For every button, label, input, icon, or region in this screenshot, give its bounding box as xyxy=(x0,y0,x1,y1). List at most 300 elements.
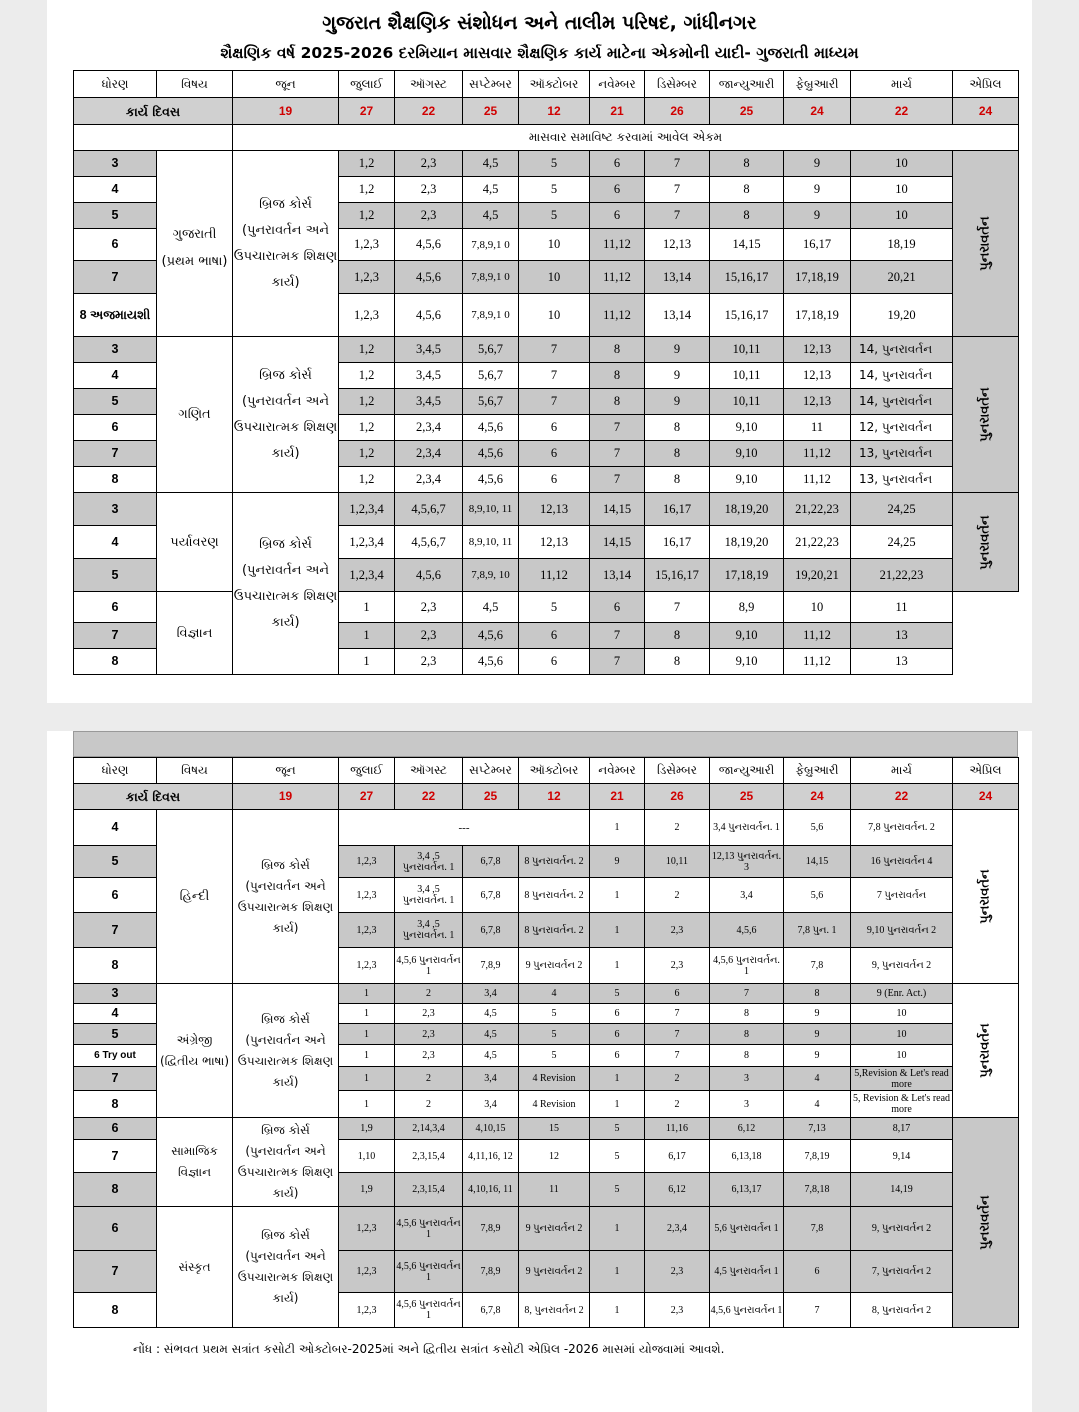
column-header: ડિસેમ્બર xyxy=(645,71,710,98)
workdays-value: 22 xyxy=(395,784,463,810)
unit-cell: 8 xyxy=(710,151,784,177)
unit-cell: 7 xyxy=(519,337,590,363)
unit-cell: 8 xyxy=(645,441,710,467)
unit-cell: 1,2 xyxy=(339,177,395,203)
std-cell: 3 xyxy=(74,337,157,363)
column-header: ડિસેમ્બર xyxy=(645,758,710,784)
subject-social-science: સામાજિક વિજ્ઞાન xyxy=(157,1118,233,1207)
unit-cell: 4,5 xyxy=(463,151,519,177)
subject-sanskrit: સંસ્કૃત xyxy=(157,1207,233,1328)
unit-cell: 4,5,6 xyxy=(395,261,463,294)
unit-cell: 9 xyxy=(784,1004,851,1024)
unit-cell: 11,12 xyxy=(519,559,590,592)
unit-cell: 3,4,5 xyxy=(395,389,463,415)
revision-label xyxy=(953,1118,1019,1328)
unit-cell: 10 xyxy=(851,1004,953,1024)
unit-cell: 4 Revision xyxy=(519,1091,590,1118)
unit-cell: 4,5,6 xyxy=(463,649,519,675)
std-cell: 3 xyxy=(74,151,157,177)
std-cell: 7 xyxy=(74,1140,157,1173)
table-row xyxy=(74,337,1019,363)
workdays-value: 25 xyxy=(710,784,784,810)
unit-cell: 9 xyxy=(645,337,710,363)
unit-cell: 3 xyxy=(710,1067,784,1091)
unit-cell: 4,5 xyxy=(463,1024,519,1045)
unit-cell: 10,11 xyxy=(645,846,710,878)
page-2 xyxy=(47,731,1032,1412)
std-cell: 6 xyxy=(74,229,157,261)
std-cell: 6 xyxy=(74,1118,157,1140)
revision-text: પુનરાવર્તન xyxy=(978,1195,993,1250)
unit-cell: 2,3,4 xyxy=(645,1207,710,1251)
unit-cell: 8 xyxy=(645,623,710,649)
column-header: વિષય xyxy=(157,758,233,784)
workdays-value: 24 xyxy=(784,784,851,810)
std-cell: 3 xyxy=(74,984,157,1004)
unit-cell: 3,4 xyxy=(710,878,784,913)
unit-cell: 6 xyxy=(519,623,590,649)
unit-cell: 7 xyxy=(645,1045,710,1067)
unit-cell: 5 xyxy=(519,1024,590,1045)
workdays-value: 27 xyxy=(339,98,395,125)
column-header: ધોરણ xyxy=(74,758,157,784)
column-header: એપ્રિલ xyxy=(953,758,1019,784)
unit-cell: 5 xyxy=(519,203,590,229)
unit-cell: 2,3 xyxy=(395,177,463,203)
unit-cell: 15 xyxy=(519,1118,590,1140)
unit-cell: 24,25 xyxy=(851,526,953,559)
unit-cell: 1,10 xyxy=(339,1140,395,1173)
unit-cell: 7,8 xyxy=(784,1207,851,1251)
std-cell: 4 xyxy=(74,177,157,203)
std-cell: 6 xyxy=(74,415,157,441)
unit-cell: 3,4,5 xyxy=(395,337,463,363)
revision-text: પુનરાવર્તન xyxy=(978,514,993,570)
unit-cell: 1,2,3 xyxy=(339,1251,395,1293)
unit-cell: 8 xyxy=(784,984,851,1004)
unit-cell: 5 xyxy=(590,1140,645,1173)
unit-cell: 11,16 xyxy=(645,1118,710,1140)
unit-cell: 13 xyxy=(851,649,953,675)
unit-cell: 2,3,4 xyxy=(395,441,463,467)
std-cell: 7 xyxy=(74,623,157,649)
unit-cell: 4,5,6 પુનરાવર્તન 1 xyxy=(395,1293,463,1328)
unit-cell: 1 xyxy=(339,1004,395,1024)
bridge-course-cell: બ્રિજ કોર્સ (પુનરાવર્તન અને ઉપચારાત્મક શિક્ષણ કાર્ય) xyxy=(233,337,339,493)
unit-cell: 2 xyxy=(395,984,463,1004)
std-cell: 4 xyxy=(74,1004,157,1024)
unit-cell: 10 xyxy=(519,261,590,294)
unit-cell: 3,4 પુનરાવર્તન. 1 xyxy=(710,810,784,846)
workdays-value: 21 xyxy=(590,784,645,810)
bridge-course-cell: બ્રિજ કોર્સ (પુનરાવર્તન અને ઉપચારાત્મક શિક્ષણ કાર્ય) xyxy=(233,984,339,1118)
workdays-value: 25 xyxy=(463,98,519,125)
unit-cell: 8 xyxy=(710,177,784,203)
unit-cell: 4,5,6 પુનરાવર્તન 1 xyxy=(395,948,463,984)
page-subtitle: શૈક્ષણિક વર્ષ 2025-2026 દરમિયાન માસવાર શૈક્ષણિક કાર્ય માટેના એકમોની યાદી- ગુજરાતી માધ્યમ xyxy=(220,44,859,62)
revision-label xyxy=(953,493,1019,592)
unit-cell: 6 xyxy=(519,415,590,441)
unit-cell: 7,8,9,1 0 xyxy=(463,261,519,294)
unit-cell: 21,22,23 xyxy=(784,493,851,526)
units-table-part-1 xyxy=(73,70,1019,675)
unit-cell: 7 xyxy=(645,177,710,203)
workdays-value: 25 xyxy=(463,784,519,810)
unit-cell: 11 xyxy=(851,592,953,623)
column-header: જુલાઈ xyxy=(339,71,395,98)
unit-cell: 5 xyxy=(519,1004,590,1024)
unit-cell: 18,19,20 xyxy=(710,493,784,526)
unit-cell: 8 xyxy=(710,1004,784,1024)
unit-cell: 14,15 xyxy=(590,493,645,526)
unit-cell: 11,12 xyxy=(590,229,645,261)
unit-cell: 4,5,6 xyxy=(710,913,784,948)
unit-cell: 8,9,10, 11 xyxy=(463,493,519,526)
unit-cell: 9,10 xyxy=(710,649,784,675)
column-header: માર્ચ xyxy=(851,71,953,98)
unit-cell: 7,8 પુન. 1 xyxy=(784,913,851,948)
std-cell: 5 xyxy=(74,203,157,229)
workdays-value: 21 xyxy=(590,98,645,125)
unit-cell: 8 પુનરાવર્તન. 2 xyxy=(519,878,590,913)
bridge-course-cell: બ્રિજ કોર્સ (પુનરાવર્તન અને ઉપચારાત્મક શિક્ષણ કાર્ય) xyxy=(233,1207,339,1328)
unit-cell: 4,5,6 પુનરાવર્તન 1 xyxy=(395,1207,463,1251)
unit-cell: 1,2,3 xyxy=(339,294,395,337)
unit-cell: 1,9 xyxy=(339,1173,395,1207)
unit-cell: 2,3 xyxy=(645,1293,710,1328)
unit-cell: 1 xyxy=(339,1091,395,1118)
unit-cell: 6,13,18 xyxy=(710,1140,784,1173)
table-row xyxy=(74,493,1019,526)
unit-cell: 3 xyxy=(710,1091,784,1118)
std-cell: 5 xyxy=(74,559,157,592)
unit-cell: 7 xyxy=(645,203,710,229)
std-cell: 8 xyxy=(74,467,157,493)
unit-cell: 21,22,23 xyxy=(784,526,851,559)
unit-cell: 4 xyxy=(519,984,590,1004)
subject-english: અંગ્રેજી (દ્વિતીય ભાષા) xyxy=(157,984,233,1118)
column-header: ઑગસ્ટ xyxy=(395,758,463,784)
unit-cell: 2 xyxy=(395,1091,463,1118)
workdays-value: 24 xyxy=(784,98,851,125)
unit-cell: 2,3 xyxy=(395,623,463,649)
unit-cell: 7,8,18 xyxy=(784,1173,851,1207)
unit-cell: 9,10 xyxy=(710,623,784,649)
unit-cell: 6,12 xyxy=(645,1173,710,1207)
unit-cell: 6,7,8 xyxy=(463,1293,519,1328)
std-cell: 5 xyxy=(74,1024,157,1045)
unit-cell: 4 xyxy=(784,1091,851,1118)
workdays-value: 24 xyxy=(953,98,1019,125)
std-cell: 8 xyxy=(74,948,157,984)
unit-cell: 9,10 પુનરાવર્તન 2 xyxy=(851,913,953,948)
unit-cell: 1 xyxy=(339,1067,395,1091)
column-header: એપ્રિલ xyxy=(953,71,1019,98)
std-cell: 8 xyxy=(74,1173,157,1207)
unit-cell: 1 xyxy=(590,1293,645,1328)
unit-cell: 2 xyxy=(645,1091,710,1118)
unit-cell: 8,17 xyxy=(851,1118,953,1140)
unit-cell: 1 xyxy=(339,1045,395,1067)
unit-cell: 10 xyxy=(519,229,590,261)
unit-cell: 4,10,16, 11 xyxy=(463,1173,519,1207)
unit-cell: 2,3 xyxy=(645,948,710,984)
unit-cell: 13,14 xyxy=(645,294,710,337)
column-header: જૂન xyxy=(233,71,339,98)
unit-cell: 7 xyxy=(710,984,784,1004)
unit-cell: 9 xyxy=(645,363,710,389)
unit-cell: 3,4,5 xyxy=(395,363,463,389)
unit-cell: 10 xyxy=(851,177,953,203)
unit-cell: 7 xyxy=(645,151,710,177)
unit-cell: 4,5,6 xyxy=(395,229,463,261)
unit-cell: 2,3 xyxy=(395,1024,463,1045)
unit-cell: 1,2 xyxy=(339,151,395,177)
unit-cell: 5,6,7 xyxy=(463,363,519,389)
unit-cell: 12,13 xyxy=(519,526,590,559)
unit-cell: 7,8,9,1 0 xyxy=(463,294,519,337)
unit-cell: 4,5,6 પુનરાવર્તન 1 xyxy=(395,1251,463,1293)
unit-cell: 7 xyxy=(645,592,710,623)
unit-cell: 2,3 xyxy=(645,913,710,948)
unit-cell: 6 xyxy=(590,1004,645,1024)
std-cell: 8 અજમાયશી xyxy=(74,294,157,337)
unit-cell: 5,6,7 xyxy=(463,389,519,415)
table-row xyxy=(74,1207,1019,1251)
unit-cell: 16 પુનરાવર્તન 4 xyxy=(851,846,953,878)
revision-label xyxy=(953,810,1019,984)
unit-cell: 3,4 ,5 પુનરાવર્તન. 1 xyxy=(395,878,463,913)
unit-cell: 9,10 xyxy=(710,415,784,441)
workdays-value: 19 xyxy=(233,98,339,125)
unit-cell: 4,5 xyxy=(463,177,519,203)
unit-cell: 1 xyxy=(339,623,395,649)
unit-cell: 9 xyxy=(784,1024,851,1045)
unit-cell: 5 xyxy=(519,151,590,177)
column-header: નવેમ્બર xyxy=(590,71,645,98)
unit-cell: 16,17 xyxy=(784,229,851,261)
unit-cell: 13 xyxy=(851,623,953,649)
unit-cell: 11,12 xyxy=(784,467,851,493)
unit-cell: 14,15 xyxy=(710,229,784,261)
unit-cell: 1,2,3 xyxy=(339,229,395,261)
unit-cell: 6 xyxy=(519,467,590,493)
unit-cell: 5 xyxy=(590,1173,645,1207)
unit-cell: 6 xyxy=(519,649,590,675)
unit-cell: 1 xyxy=(590,1091,645,1118)
unit-cell: 1 xyxy=(590,913,645,948)
std-cell: 7 xyxy=(74,441,157,467)
unit-cell: 2,3 xyxy=(395,1045,463,1067)
unit-cell: 3,4 ,5 પુનરાવર્તન. 1 xyxy=(395,846,463,878)
unit-cell: 10 xyxy=(519,294,590,337)
unit-cell: 8 xyxy=(645,649,710,675)
unit-cell: 9 પુનરાવર્તન 2 xyxy=(519,1251,590,1293)
unit-cell: --- xyxy=(339,810,590,846)
std-cell: 7 xyxy=(74,1067,157,1091)
unit-cell: 7,8 xyxy=(784,948,851,984)
unit-cell: 14, પુનરાવર્તન xyxy=(851,363,953,389)
unit-cell: 4,5,6,7 xyxy=(395,526,463,559)
page-title: ગુજરાત શૈક્ષણિક સંશોધન અને તાલીમ પરિષદ, ગાંધીનગર xyxy=(322,12,757,34)
unit-cell: 4,5,6 xyxy=(463,467,519,493)
unit-cell: 24,25 xyxy=(851,493,953,526)
workdays-value: 19 xyxy=(233,784,339,810)
unit-cell: 1,2 xyxy=(339,415,395,441)
unit-cell: 1 xyxy=(590,1067,645,1091)
unit-cell: 7 xyxy=(590,649,645,675)
unit-cell: 9, પુનરાવર્તન 2 xyxy=(851,1207,953,1251)
unit-cell: 1,2,3 xyxy=(339,948,395,984)
workdays-value: 22 xyxy=(851,98,953,125)
subject-evs: પર્યાવરણ xyxy=(157,493,233,592)
unit-cell: 11 xyxy=(784,415,851,441)
unit-cell: 17,18,19 xyxy=(784,294,851,337)
unit-cell: 12,13 xyxy=(645,229,710,261)
workdays-value: 26 xyxy=(645,784,710,810)
unit-cell: 13,14 xyxy=(590,559,645,592)
column-header: સપ્ટેમ્બર xyxy=(463,758,519,784)
workdays-value: 27 xyxy=(339,784,395,810)
unit-cell: 4,5,6 xyxy=(395,294,463,337)
table-row xyxy=(74,810,1019,846)
unit-cell: 6,13,17 xyxy=(710,1173,784,1207)
unit-cell: 1,2 xyxy=(339,441,395,467)
subject-hindi: હિન્દી xyxy=(157,810,233,984)
table-row xyxy=(74,984,1019,1004)
unit-cell: 2 xyxy=(645,810,710,846)
unit-cell: 11,12 xyxy=(590,261,645,294)
unit-cell: 5,6 xyxy=(784,878,851,913)
unit-cell: 14,15 xyxy=(784,846,851,878)
unit-cell: 5,6,7 xyxy=(463,337,519,363)
unit-cell: 2,3,15,4 xyxy=(395,1140,463,1173)
unit-cell: 20,21 xyxy=(851,261,953,294)
unit-cell: 2,3,4 xyxy=(395,467,463,493)
unit-cell: 14,19 xyxy=(851,1173,953,1207)
unit-cell: 1,2 xyxy=(339,389,395,415)
std-cell: 6 xyxy=(74,1207,157,1251)
unit-cell: 6,7,8 xyxy=(463,846,519,878)
unit-cell: 9 xyxy=(645,389,710,415)
unit-cell: 6 xyxy=(590,177,645,203)
unit-cell: 3,4 xyxy=(463,984,519,1004)
unit-cell: 4,5,6 xyxy=(463,623,519,649)
unit-cell: 1 xyxy=(590,948,645,984)
std-cell: 8 xyxy=(74,1091,157,1118)
unit-cell: 5 xyxy=(590,984,645,1004)
unit-cell: 4,5,6 xyxy=(395,559,463,592)
unit-cell: 9,10 xyxy=(710,467,784,493)
unit-cell: 4,5,6 પુનરાવર્તન. 1 xyxy=(710,948,784,984)
std-cell: 6 xyxy=(74,592,157,623)
unit-cell: 19,20 xyxy=(851,294,953,337)
column-header: જુલાઈ xyxy=(339,758,395,784)
unit-cell: 11,12 xyxy=(784,441,851,467)
unit-cell: 12,13 xyxy=(784,363,851,389)
unit-cell: 3,4 xyxy=(463,1091,519,1118)
unit-cell: 14, પુનરાવર્તન xyxy=(851,337,953,363)
unit-cell: 6 xyxy=(590,203,645,229)
unit-cell: 9 xyxy=(784,1045,851,1067)
unit-cell: 1 xyxy=(590,1251,645,1293)
unit-cell: 1,2,3 xyxy=(339,913,395,948)
unit-cell: 19,20,21 xyxy=(784,559,851,592)
table-row xyxy=(74,1118,1019,1140)
column-header: ફેબ્રુઆરી xyxy=(784,71,851,98)
unit-cell: 4,5,6,7 xyxy=(395,493,463,526)
unit-cell: 1 xyxy=(590,878,645,913)
unit-cell: 2 xyxy=(645,1067,710,1091)
std-cell: 5 xyxy=(74,389,157,415)
std-cell: 7 xyxy=(74,261,157,294)
unit-cell: 2,3 xyxy=(395,151,463,177)
unit-cell: 2,3,4 xyxy=(395,415,463,441)
unit-cell: 8,9,10, 11 xyxy=(463,526,519,559)
page-2-top-bar xyxy=(73,731,1018,757)
unit-cell: 9, પુનરાવર્તન 2 xyxy=(851,948,953,984)
unit-cell: 3,4 xyxy=(463,1067,519,1091)
unit-cell: 6,12 xyxy=(710,1118,784,1140)
unit-cell: 2,3 xyxy=(645,1251,710,1293)
unit-cell: 5 xyxy=(590,1118,645,1140)
unit-cell: 8, પુનરાવર્તન 2 xyxy=(519,1293,590,1328)
unit-cell: 9 (Enr. Act.) xyxy=(851,984,953,1004)
unit-cell: 7 પુનરાવર્તન xyxy=(851,878,953,913)
table-row xyxy=(74,151,1019,177)
bridge-course-cell: બ્રિજ કોર્સ (પુનરાવર્તન અને ઉપચારાત્મક શિક્ષણ કાર્ય) xyxy=(233,810,339,984)
unit-cell: 10 xyxy=(851,1045,953,1067)
unit-cell: 7 xyxy=(590,441,645,467)
unit-cell: 15,16,17 xyxy=(710,294,784,337)
unit-cell: 10 xyxy=(784,592,851,623)
footnote: નોંધ : સંભવત પ્રથમ સત્રાંત કસોટી ઓક્ટોબર-2025માં અને દ્વિતીય સત્રાંત કસોટી એપ્રિલ -2026 માસમાં યોજવામાં આવશે. xyxy=(133,1342,725,1356)
revision-text: પુનરાવર્તન xyxy=(978,869,993,924)
unit-cell: 6 xyxy=(590,1024,645,1045)
unit-cell: 5,Revision & Let's read more xyxy=(851,1067,953,1091)
unit-cell: 7 xyxy=(590,623,645,649)
unit-cell: 18,19 xyxy=(851,229,953,261)
unit-cell: 4,5,6 xyxy=(463,415,519,441)
unit-cell: 8 xyxy=(645,415,710,441)
workdays-row xyxy=(74,784,1019,810)
unit-cell: 4,5 xyxy=(463,1045,519,1067)
unit-cell: 6 xyxy=(590,592,645,623)
unit-cell: 10 xyxy=(851,151,953,177)
unit-cell: 6 xyxy=(645,984,710,1004)
unit-cell: 12 xyxy=(519,1140,590,1173)
unit-cell: 9 પુનરાવર્તન 2 xyxy=(519,1207,590,1251)
unit-cell: 5,6 xyxy=(784,810,851,846)
std-cell: 8 xyxy=(74,1293,157,1328)
unit-cell: 1 xyxy=(339,984,395,1004)
unit-cell: 9,10 xyxy=(710,441,784,467)
unit-cell: 21,22,23 xyxy=(851,559,953,592)
unit-cell: 2 xyxy=(645,878,710,913)
unit-cell: 9 xyxy=(784,151,851,177)
unit-cell: 7,8,19 xyxy=(784,1140,851,1173)
table-row xyxy=(74,592,1019,623)
unit-cell: 4,5,6 xyxy=(463,441,519,467)
unit-cell: 5 xyxy=(519,177,590,203)
unit-cell: 4,10,15 xyxy=(463,1118,519,1140)
unit-cell: 18,19,20 xyxy=(710,526,784,559)
bridge-course-cell: બ્રિજ કોર્સ (પુનરાવર્તન અને ઉપચારાત્મક શિક્ષણ કાર્ય) xyxy=(233,151,339,337)
unit-cell: 5,6 પુનરાવર્તન 1 xyxy=(710,1207,784,1251)
unit-cell: 10,11 xyxy=(710,363,784,389)
column-header: ઑક્ટોબર xyxy=(519,758,590,784)
unit-cell: 8 પુનરાવર્તન. 2 xyxy=(519,846,590,878)
